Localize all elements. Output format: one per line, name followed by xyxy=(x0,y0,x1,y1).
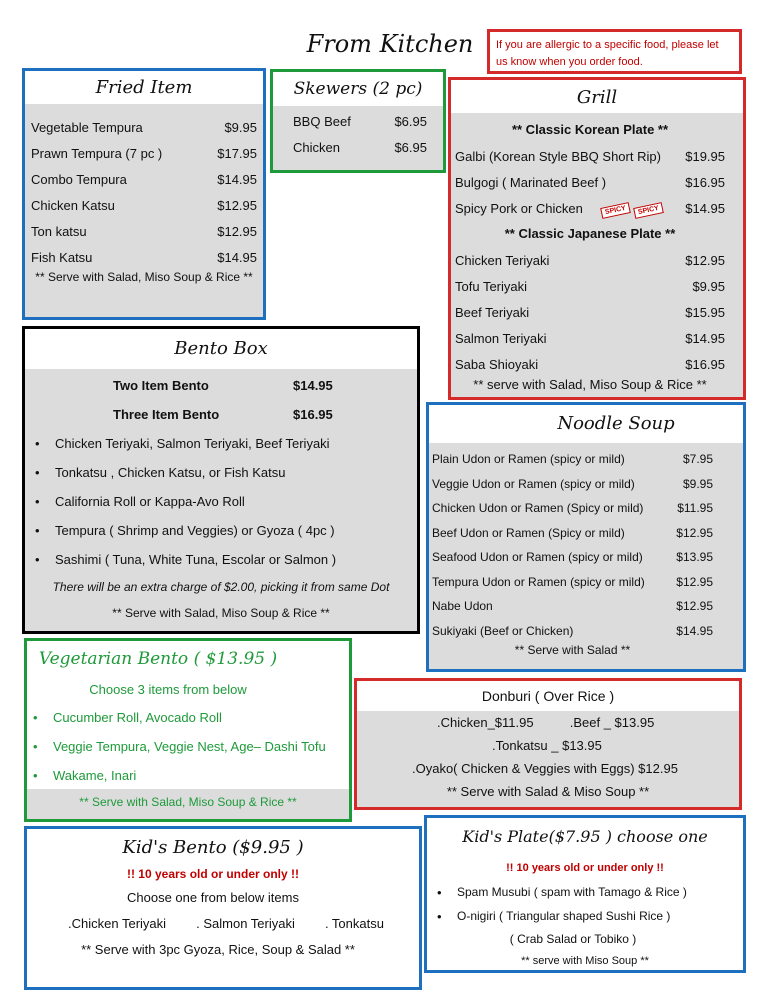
grill-note: ** serve with Salad, Miso Soup & Rice ** xyxy=(473,377,707,392)
list-item-text: • Cucumber Roll, Avocado Roll xyxy=(53,710,222,725)
menu-item-name: Beef Teriyaki xyxy=(455,304,530,320)
menu-item-price: $6.95 xyxy=(394,113,427,129)
bento-section xyxy=(22,326,420,634)
menu-item-row xyxy=(432,594,713,619)
menu-item-row xyxy=(31,192,257,218)
donburi-line-1: .Chicken_$11.95 .Beef _ $13.95 xyxy=(437,715,655,730)
menu-item-row xyxy=(432,545,713,570)
menu-item-name: Prawn Tempura (7 pc ) xyxy=(31,145,163,161)
veg-bento-subtitle: Choose 3 items from below xyxy=(89,682,247,697)
donburi-title: Donburi ( Over Rice ) xyxy=(357,681,739,711)
menu-item-price: $16.95 xyxy=(685,174,725,190)
menu-item-row xyxy=(455,195,725,221)
japanese-plate-header: ** Classic Japanese Plate ** xyxy=(504,226,676,241)
list-item xyxy=(29,458,413,487)
menu-item-name: Combo Tempura xyxy=(31,171,127,187)
menu-item-name: Bulgogi ( Marinated Beef ) xyxy=(455,174,607,190)
menu-item-row xyxy=(432,619,713,644)
menu-item-price: $14.95 xyxy=(685,200,725,216)
donburi-note: ** Serve with Salad & Miso Soup ** xyxy=(446,784,650,799)
allergy-note: If you are allergic to a specific food, please let us know when you order food. xyxy=(496,39,719,68)
menu-item-name: Chicken Udon or Ramen (Spicy or mild) xyxy=(432,501,644,516)
spicy-labels xyxy=(583,200,685,216)
menu-item-price: $6.95 xyxy=(394,139,427,155)
bento-option-row xyxy=(29,371,413,400)
menu-item-price: $9.95 xyxy=(692,278,725,294)
noodle-note: ** Serve with Salad ** xyxy=(514,643,631,657)
veg-bento-title: Vegetarian Bento ( $13.95 ) xyxy=(27,641,349,677)
bento-note: ** Serve with Salad, Miso Soup & Rice ** xyxy=(112,606,330,620)
menu-item-name: Nabe Udon xyxy=(432,599,493,614)
menu-item-name: Chicken Katsu xyxy=(31,197,115,213)
fried-item-section xyxy=(22,68,266,320)
menu-item-price: $14.95 xyxy=(685,330,725,346)
kids-plate-section xyxy=(424,815,746,973)
menu-item-row xyxy=(293,108,427,134)
menu-item-price: $12.95 xyxy=(217,223,257,239)
menu-item-row xyxy=(432,521,713,546)
menu-item-price: $13.95 xyxy=(676,550,713,565)
bento-option-name: Three Item Bento xyxy=(113,407,220,422)
noodle-title: Noodle Soup xyxy=(429,405,743,443)
spicy-badge: SPICY xyxy=(600,202,631,219)
menu-item-price: $14.95 xyxy=(676,623,713,638)
donburi-line-2: .Tonkatsu _ $13.95 xyxy=(492,738,602,753)
list-item xyxy=(29,429,413,458)
kids-bento-choice: . Tonkatsu xyxy=(324,916,384,931)
menu-item-price: $12.95 xyxy=(676,574,713,589)
menu-item-name: Fish Katsu xyxy=(31,249,93,265)
menu-item-row xyxy=(455,169,725,195)
bento-title: Bento Box xyxy=(25,329,417,369)
spicy-badge: SPICY xyxy=(633,202,664,219)
skewers-title: Skewers (2 pc) xyxy=(273,72,443,106)
kids-plate-age-note: !! 10 years old or under only !! xyxy=(506,862,664,874)
menu-item-row xyxy=(432,570,713,595)
fried-item-note: ** Serve with Salad, Miso Soup & Rice ** xyxy=(35,270,253,284)
bento-extra-note: There will be an extra charge of $2.00, picking it from same Dot xyxy=(52,580,390,594)
menu-item-price: $12.95 xyxy=(676,599,713,614)
list-item xyxy=(27,761,349,790)
kids-bento-title: Kid's Bento ($9.95 ) xyxy=(122,837,304,858)
menu-item-name: Salmon Teriyaki xyxy=(455,330,547,346)
menu-item-price: $9.95 xyxy=(224,119,257,135)
list-item-text: • Sashimi ( Tuna, White Tuna, Escolar or Salmon ) xyxy=(55,552,337,567)
list-item xyxy=(27,732,349,761)
menu-item-row xyxy=(455,247,725,273)
list-item-text: • O-nigiri ( Triangular shaped Sushi Rice ) xyxy=(457,909,671,923)
menu-item-name: Chicken xyxy=(293,139,340,155)
kids-plate-sub-choice: ( Crab Salad or Tobiko ) xyxy=(509,932,637,946)
menu-item-row xyxy=(455,325,725,351)
allergy-note-box xyxy=(487,29,742,74)
bento-option-name: Two Item Bento xyxy=(113,378,209,393)
menu-item-name: Plain Udon or Ramen (spicy or mild) xyxy=(432,452,625,467)
list-item-text: • Tempura ( Shrimp and Veggies) or Gyoza ( 4pc ) xyxy=(55,523,335,538)
kids-bento-note: ** Serve with 3pc Gyoza, Rice, Soup & Salad ** xyxy=(81,942,355,957)
menu-item-price: $9.95 xyxy=(682,476,713,491)
menu-item-price: $19.95 xyxy=(685,148,725,164)
grill-title: Grill xyxy=(451,80,743,113)
menu-item-row xyxy=(31,140,257,166)
menu-item-row xyxy=(31,218,257,244)
menu-item-name: Saba Shioyaki xyxy=(455,356,539,372)
kids-bento-age-note: !! 10 years old or under only !! xyxy=(126,867,300,881)
menu-item-price: $12.95 xyxy=(685,252,725,268)
menu-item-name: Spicy Pork or Chicken xyxy=(455,200,583,216)
list-item xyxy=(431,880,743,904)
menu-item-name: Tofu Teriyaki xyxy=(455,278,528,294)
fried-item-title: Fried Item xyxy=(25,71,263,104)
menu-item-name: Ton katsu xyxy=(31,223,87,239)
list-item-text: • Chicken Teriyaki, Salmon Teriyaki, Beef Teriyaki xyxy=(55,436,330,451)
skewers-section xyxy=(270,69,446,173)
menu-item-price: $12.95 xyxy=(217,197,257,213)
menu-item-row xyxy=(432,447,713,472)
list-item xyxy=(29,516,413,545)
menu-item-price: $14.95 xyxy=(217,249,257,265)
veg-bento-note: ** Serve with Salad, Miso Soup & Rice ** xyxy=(79,795,297,809)
donburi-section xyxy=(354,678,742,810)
menu-item-row xyxy=(31,114,257,140)
menu-item-price: $12.95 xyxy=(676,525,713,540)
menu-item-name: Vegetable Tempura xyxy=(31,119,143,135)
korean-plate-header: ** Classic Korean Plate ** xyxy=(511,122,669,137)
page-title: From Kitchen xyxy=(306,30,474,58)
kids-bento-choice: .Chicken Teriyaki xyxy=(68,916,167,931)
list-item xyxy=(29,545,413,574)
donburi-line-3: .Oyako( Chicken & Veggies with Eggs) $12.95 xyxy=(412,761,678,776)
menu-item-price: $14.95 xyxy=(217,171,257,187)
grill-section xyxy=(448,77,746,400)
menu-item-row xyxy=(31,166,257,192)
menu-item-price: $15.95 xyxy=(685,304,725,320)
menu-item-price: $16.95 xyxy=(685,356,725,372)
noodle-section xyxy=(426,402,746,672)
menu-item-name: BBQ Beef xyxy=(293,113,351,129)
menu-item-name: Galbi (Korean Style BBQ Short Rip) xyxy=(455,148,661,164)
kids-bento-section xyxy=(24,826,422,990)
list-item xyxy=(27,703,349,732)
menu-item-row xyxy=(432,496,713,521)
menu-item-name: Seafood Udon or Ramen (spicy or mild) xyxy=(432,550,643,565)
menu-item-row xyxy=(455,299,725,325)
list-item-text: • Tonkatsu , Chicken Katsu, or Fish Katsu xyxy=(55,465,286,480)
kids-plate-title: Kid's Plate($7.95 ) choose one xyxy=(462,827,708,846)
menu-item-name: Beef Udon or Ramen (Spicy or mild) xyxy=(432,525,625,540)
menu-item-row xyxy=(31,244,257,270)
veg-bento-section xyxy=(24,638,352,822)
bento-option-price: $14.95 xyxy=(293,378,333,393)
list-item-text: • California Roll or Kappa-Avo Roll xyxy=(55,494,245,509)
menu-item-name: Veggie Udon or Ramen (spicy or mild) xyxy=(432,476,635,491)
menu-item-price: $7.95 xyxy=(682,452,713,467)
kids-plate-note: ** serve with Miso Soup ** xyxy=(521,955,649,967)
list-item-text: • Wakame, Inari xyxy=(53,768,137,783)
kids-bento-choice: . Salmon Teriyaki xyxy=(196,916,295,931)
list-item-text: • Veggie Tempura, Veggie Nest, Age– Dashi Tofu xyxy=(53,739,326,754)
menu-item-row xyxy=(455,143,725,169)
menu-item-price: $17.95 xyxy=(217,145,257,161)
kids-bento-subtitle: Choose one from below items xyxy=(127,890,299,905)
list-item xyxy=(431,904,743,928)
list-item xyxy=(29,487,413,516)
menu-item-row xyxy=(455,351,725,377)
bento-option-price: $16.95 xyxy=(293,407,333,422)
list-item-text: • Spam Musubi ( spam with Tamago & Rice ) xyxy=(457,885,687,899)
menu-item-name: Tempura Udon or Ramen (spicy or mild) xyxy=(432,574,645,589)
menu-item-row xyxy=(293,134,427,160)
menu-item-name: Chicken Teriyaki xyxy=(455,252,550,268)
bento-option-row xyxy=(29,400,413,429)
menu-item-name: Sukiyaki (Beef or Chicken) xyxy=(432,623,574,638)
menu-item-row xyxy=(432,472,713,497)
menu-item-price: $11.95 xyxy=(677,501,713,516)
menu-item-row xyxy=(455,273,725,299)
